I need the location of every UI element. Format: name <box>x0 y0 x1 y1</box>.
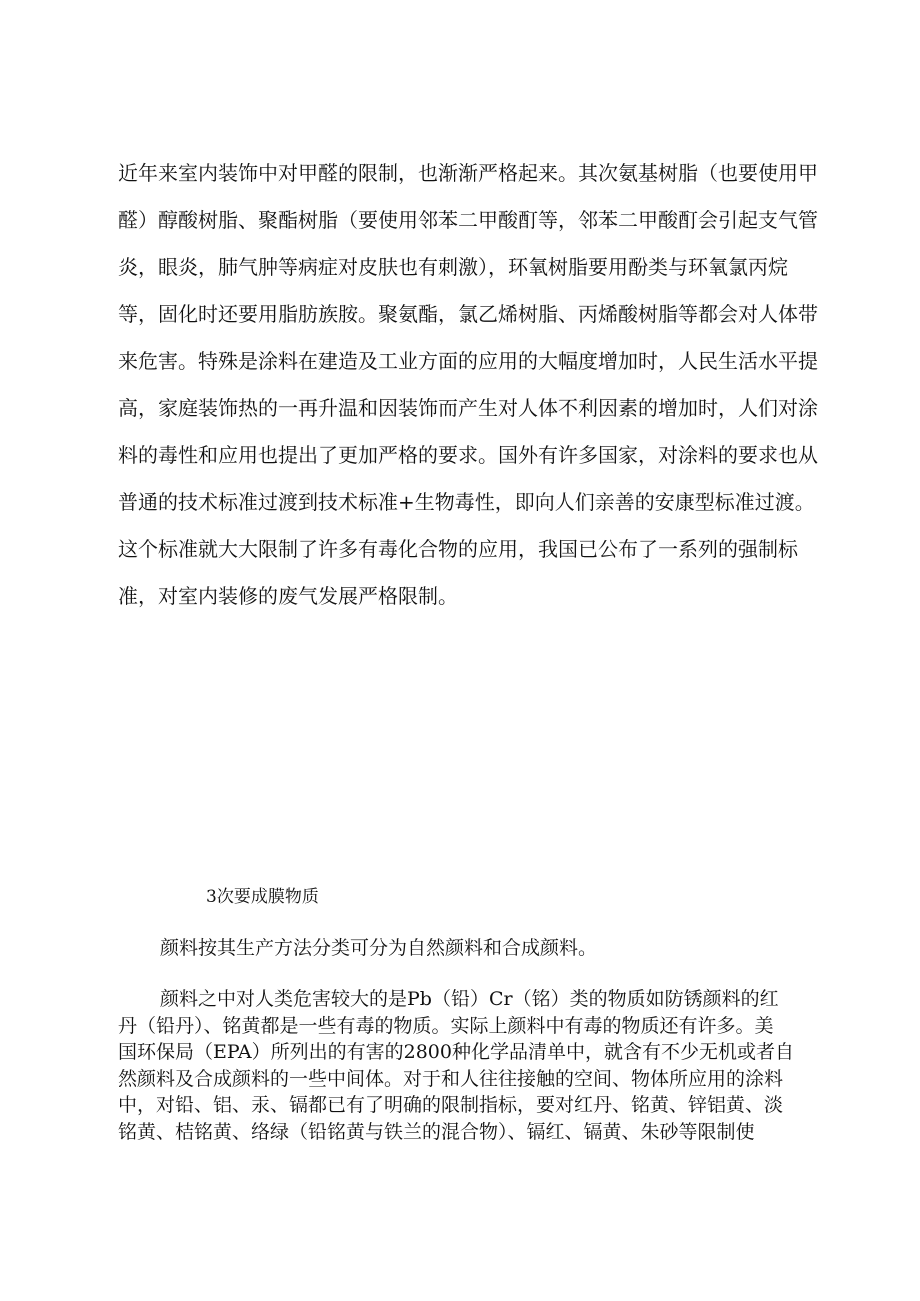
text-line: 来危害。特殊是涂料在建造及工业方面的应用的大幅度增加时，人民生活水平提 <box>118 349 818 373</box>
text-line: 炎，眼炎，肺气肿等病症对皮肤也有刺激），环氧树脂要用酚类与环氧氯丙烷 <box>118 255 788 279</box>
text-line: 中，对铅、铝、汞、镉都已有了明确的限制指标，要对红丹、铭黄、锌铝黄、淡 <box>118 1094 784 1116</box>
text-line: 近年来室内装饰中对甲醛的限制，也渐渐严格起来。其次氨基树脂（也要使用甲 <box>118 161 818 185</box>
text-line: 料的毒性和应用也提出了更加严格的要求。国外有许多国家，对涂料的要求也从 <box>118 443 818 467</box>
text-line: 高，家庭装饰热的一再升温和因装饰而产生对人体不利因素的增加时，人们对涂 <box>118 396 818 420</box>
text-line: 这个标准就大大限制了许多有毒化合物的应用，我国已公布了一系列的强制标 <box>118 537 798 561</box>
text-line: 铭黄、桔铭黄、络绿（铅铭黄与铁兰的混合物）、镉红、镉黄、朱砂等限制使 <box>118 1120 755 1143</box>
text-line: 等，固化时还要用脂肪族胺。聚氨酯，氯乙烯树脂、丙烯酸树脂等都会对人体带 <box>118 302 818 326</box>
text-line: 国环保局（EPA）所列出的有害的2800种化学品清单中，就含有不少无机或者自 <box>118 1041 794 1063</box>
section-heading: 3次要成膜物质 <box>206 887 319 907</box>
paragraph-pigment-classification: 颜料按其生产方法分类可分为自然颜料和合成颜料。 <box>160 937 598 959</box>
text-line: 然颜料及合成颜料的一些中间体。对于和人往往接触的空间、物体所应用的涂料 <box>118 1067 784 1090</box>
paragraph-formaldehyde-regulation <box>118 150 830 620</box>
text-line: 准，对室内装修的废气发展严格限制。 <box>118 584 458 608</box>
text-line: 颜料之中对人类危害较大的是Pb（铅）Cr（铭）类的物质如防锈颜料的红 <box>160 988 779 1010</box>
text-line: 丹（铅丹）、铭黄都是一些有毒的物质。实际上颜料中有毒的物质还有许多。美 <box>118 1014 774 1037</box>
text-line: 醛）醇酸树脂、聚酯树脂（要使用邻苯二甲酸酊等，邻苯二甲酸酊会引起支气管 <box>118 208 818 232</box>
text-line: 普通的技术标准过渡到技术标准+生物毒性，即向人们亲善的安康型标准过渡。 <box>118 490 815 514</box>
paragraph-toxic-pigments <box>118 986 830 1145</box>
